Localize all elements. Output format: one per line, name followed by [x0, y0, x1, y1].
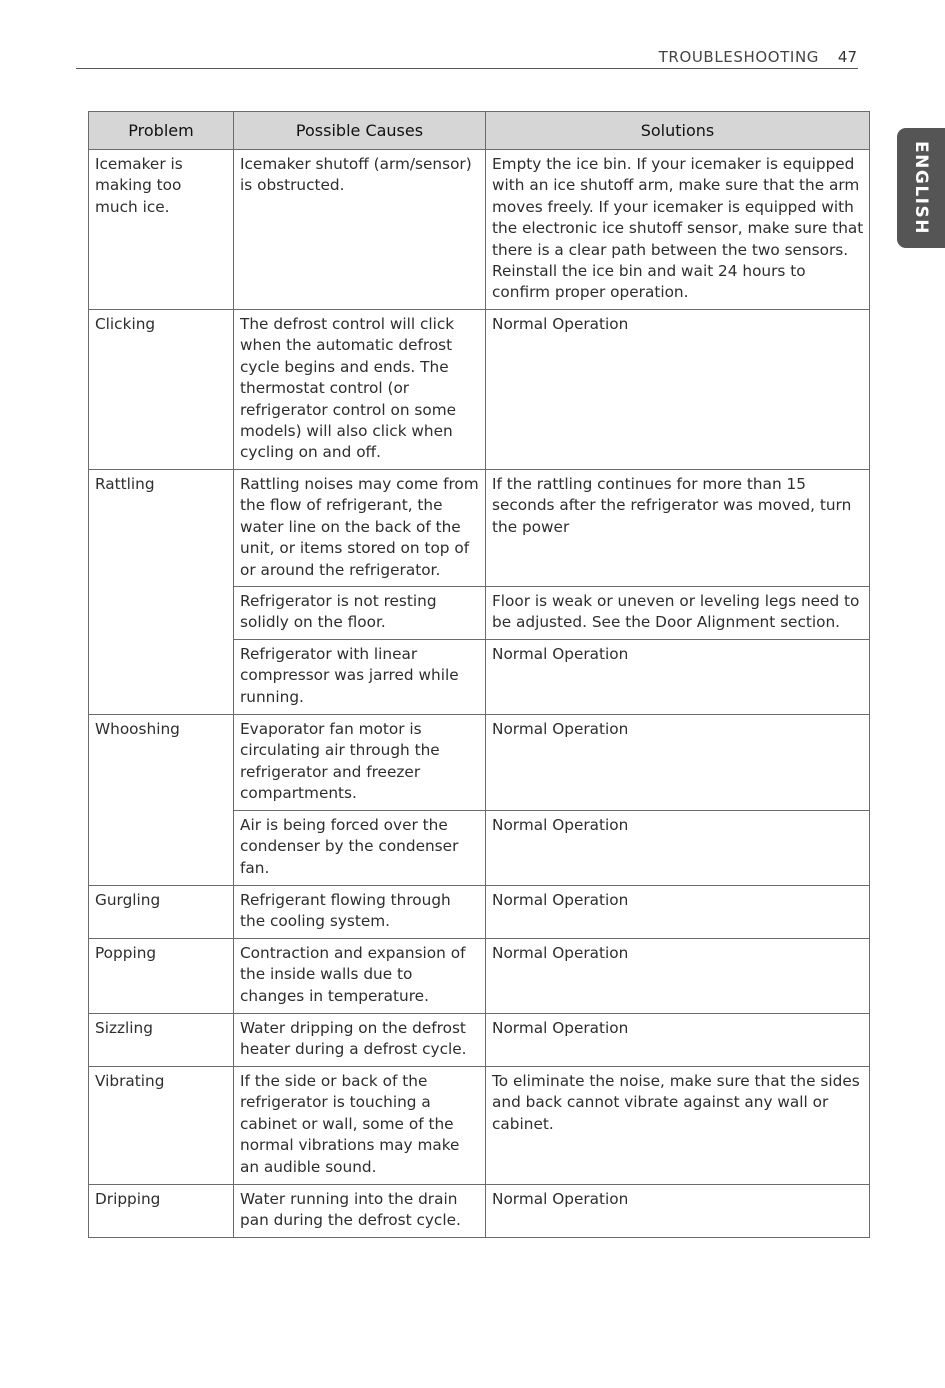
section-title-text: TROUBLESHOOTING — [658, 48, 819, 66]
cause-cell: Water dripping on the defrost heater during a defrost cycle. — [234, 1014, 486, 1067]
cause-cell: Refrigerator with linear compressor was jarred while running. — [234, 640, 486, 715]
cause-cell: If the side or back of the refrigerator is touching a cabinet or wall, some of the normal vibrations may make an audible sound. — [234, 1067, 486, 1185]
header-divider — [76, 68, 858, 69]
solution-cell: To eliminate the noise, make sure that the sides and back cannot vibrate against any wall or cabinet. — [486, 1067, 870, 1185]
solution-cell: Floor is weak or uneven or leveling legs need to be adjusted. See the Door Alignment section. — [486, 587, 870, 640]
table-row — [89, 1067, 870, 1185]
table-row — [89, 1014, 870, 1067]
table-row — [89, 470, 870, 587]
problem-cell: Popping — [89, 939, 234, 1014]
table-row — [89, 1185, 870, 1238]
header-problem: Problem — [89, 112, 234, 150]
language-tab-label: ENGLISH — [911, 141, 931, 235]
solution-cell: If the rattling continues for more than 15 seconds after the refrigerator was moved, turn the power — [486, 470, 870, 587]
cause-cell: Contraction and expansion of the inside walls due to changes in temperature. — [234, 939, 486, 1014]
problem-cell: Dripping — [89, 1185, 234, 1238]
problem-cell: Icemaker is making too much ice. — [89, 150, 234, 310]
solution-cell: Normal Operation — [486, 1185, 870, 1238]
cause-cell: Rattling noises may come from the flow of refrigerant, the water line on the back of the unit, or items stored on top of or around the refrigerator. — [234, 470, 486, 587]
section-title — [659, 48, 819, 66]
table-row — [89, 715, 870, 811]
solution-cell: Normal Operation — [486, 310, 870, 470]
cause-cell: Icemaker shutoff (arm/sensor) is obstructed. — [234, 150, 486, 310]
problem-cell: Rattling — [89, 470, 234, 715]
table-row — [89, 939, 870, 1014]
cause-cell: Refrigerant flowing through the cooling system. — [234, 886, 486, 939]
solution-cell: Normal Operation — [486, 886, 870, 939]
solution-cell: Empty the ice bin. If your icemaker is equipped with an ice shutoff arm, make sure that the arm moves freely. If your icemaker is equipped with the electronic ice shutoff sensor, make sure that there is a clear path between the two sensors. Reinstall the ice bin and wait 24 hours to confirm proper operation. — [486, 150, 870, 310]
solution-cell: Normal Operation — [486, 1014, 870, 1067]
problem-cell: Vibrating — [89, 1067, 234, 1185]
troubleshooting-table — [88, 111, 870, 1238]
cause-cell: Evaporator fan motor is circulating air through the refrigerator and freezer compartments. — [234, 715, 486, 811]
table-header-row — [89, 112, 870, 150]
header-possible-causes: Possible Causes — [234, 112, 486, 150]
solution-cell: Normal Operation — [486, 715, 870, 811]
header-solutions: Solutions — [486, 112, 870, 150]
cause-cell: The defrost control will click when the automatic defrost cycle begins and ends. The thermostat control (or refrigerator control on some models) will also click when cycling on and off. — [234, 310, 486, 470]
table-row — [89, 310, 870, 470]
problem-cell: Gurgling — [89, 886, 234, 939]
language-tab — [897, 128, 945, 248]
problem-cell: Sizzling — [89, 1014, 234, 1067]
solution-cell: Normal Operation — [486, 640, 870, 715]
page-number: 47 — [837, 48, 857, 66]
problem-cell: Whooshing — [89, 715, 234, 886]
table-row — [89, 150, 870, 310]
solution-cell: Normal Operation — [486, 939, 870, 1014]
cause-cell: Air is being forced over the condenser by the condenser fan. — [234, 811, 486, 886]
table-row — [89, 886, 870, 939]
cause-cell: Refrigerator is not resting solidly on the floor. — [234, 587, 486, 640]
solution-cell: Normal Operation — [486, 811, 870, 886]
cause-cell: Water running into the drain pan during the defrost cycle. — [234, 1185, 486, 1238]
problem-cell: Clicking — [89, 310, 234, 470]
